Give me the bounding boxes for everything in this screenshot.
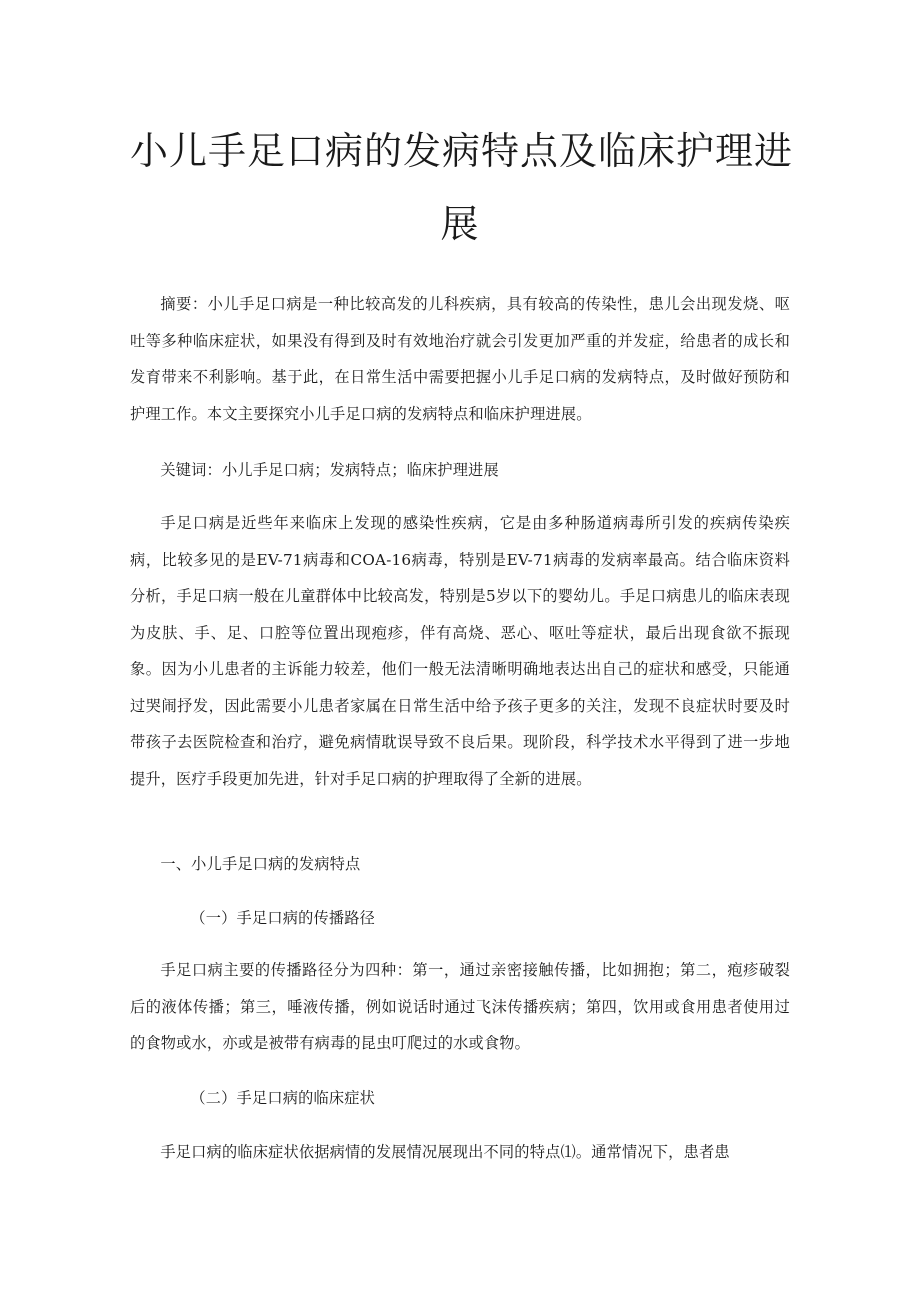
- symptoms-paragraph: 手足口病的临床症状依据病情的发展情况展现出不同的特点⑴。通常情况下，患者患: [160, 1143, 730, 1161]
- abstract-paragraph: 摘要：小儿手足口病是一种比较高发的儿科疾病，具有较高的传染性，患儿会出现发烧、呕吐等多种临床症状，如果没有得到及时有效地治疗就会引发更加严重的并发症，给患者的成长和发育带来不利影响。基于此，在日常生活中需要把握小儿手足口病的发病特点，及时做好预防和护理工作。本文主要探究小儿手足口病的发病特点和临床护理进展。: [130, 295, 790, 423]
- document-title-line-2: 展: [440, 202, 480, 246]
- section-heading-1: 一、小儿手足口病的发病特点: [160, 855, 361, 873]
- introduction-paragraph: 手足口病是近些年来临床上发现的感染性疾病，它是由多种肠道病毒所引发的疾病传染疾病，比较多见的是EV-71病毒和COA-16病毒，特别是EV-71病毒的发病率最高。结合临床资料分析，手足口病一般在儿童群体中比较高发，特别是5岁以下的婴幼儿。手足口病患儿的临床表现为皮肤、手、足、口腔等位置出现疱疹，伴有高烧、恶心、呕吐等症状，最后出现食欲不振现象。因为小儿患者的主诉能力较差，他们一般无法清晰明确地表达出自己的症状和感受，只能通过哭闹抒发，因此需要小儿患者家属在日常生活中给予孩子更多的关注，发现不良症状时要及时带孩子去医院检查和治疗，避免病情耽误导致不良后果。现阶段，科学技术水平得到了进一步地提升，医疗手段更加先进，针对手足口病的护理取得了全新的进展。: [130, 514, 790, 788]
- subsection-heading-1: （一）手足口病的传播路径: [190, 909, 376, 927]
- document-title-line-1: 小儿手足口病的发病特点及临床护理进: [130, 129, 794, 173]
- transmission-paragraph: 手足口病主要的传播路径分为四种：第一，通过亲密接触传播，比如拥抱；第二，疱疹破裂后的液体传播；第三，唾液传播，例如说话时通过飞沫传播疾病；第四，饮用或食用患者使用过的食物或水，亦或是被带有病毒的昆虫叮爬过的水或食物。: [130, 961, 790, 1052]
- subsection-heading-2: （二）手足口病的临床症状: [190, 1089, 376, 1107]
- keywords-paragraph: 关键词：小儿手足口病；发病特点；临床护理进展: [160, 461, 499, 479]
